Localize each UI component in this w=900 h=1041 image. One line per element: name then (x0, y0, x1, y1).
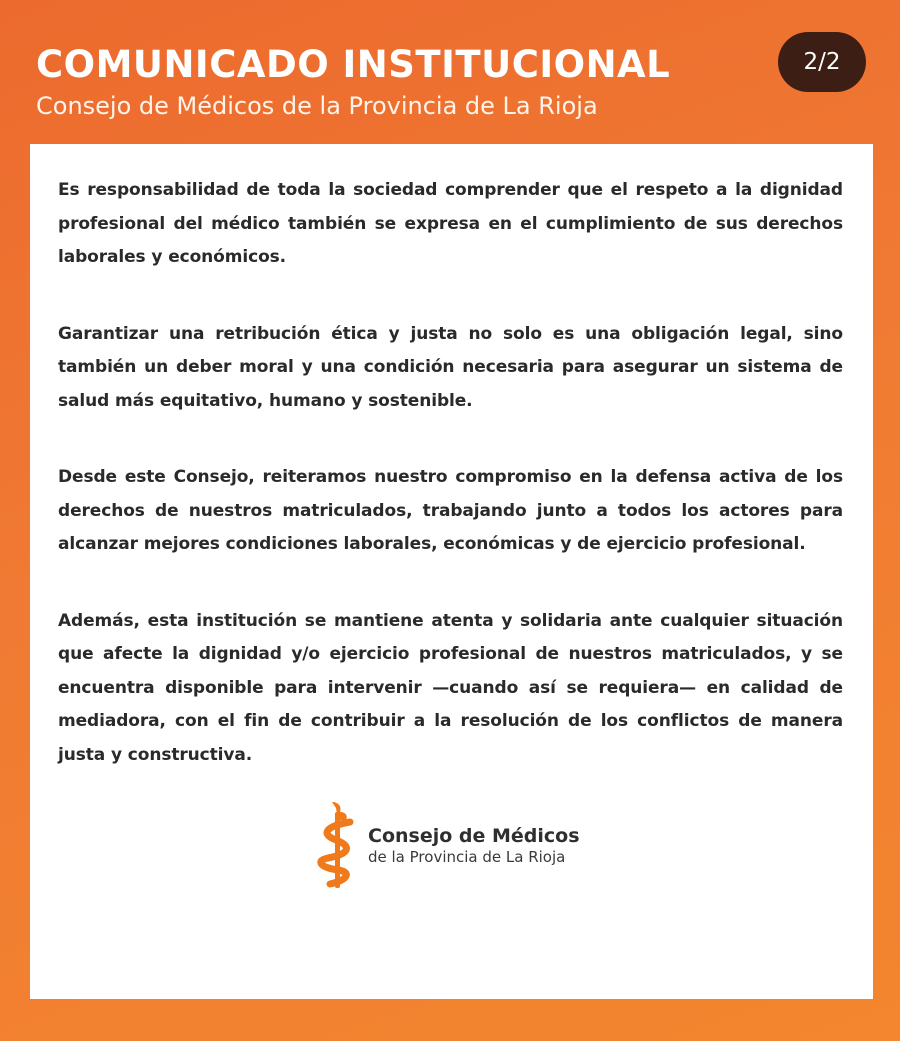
staff-serpent-icon (316, 800, 360, 892)
council-logo (316, 800, 580, 892)
statement-card (30, 144, 873, 999)
logo-name: Consejo de Médicos (368, 824, 580, 847)
page-subtitle: Consejo de Médicos de la Provincia de La Rioja (36, 92, 598, 120)
paragraph-2: Garantizar una retribución ética y justa no solo es una obligación legal, sino también un deber moral y una condición necesaria para asegurar un sistema de salud más equitativo, humano y sostenible. (58, 323, 843, 411)
paragraph-4: Además, esta institución se mantiene atenta y solidaria ante cualquier situación que afecte la dignidad y/o ejercicio profesional de nuestros matriculados, y se encuentra disponible para intervenir —cuando así se requiera— en calidad de mediadora, con el fin de contribuir a la resolución de los conflictos de manera justa y constructiva. (58, 610, 843, 765)
paragraph-1: Es responsabilidad de toda la sociedad comprender que el respeto a la dignidad profesional del médico también se expresa en el cumplimiento de sus derechos laborales y económicos. (58, 180, 843, 267)
logo-subtitle: de la Provincia de La Rioja (368, 847, 566, 866)
paragraph-3: Desde este Consejo, reiteramos nuestro compromiso en la defensa activa de los derechos de nuestros matriculados, trabajando junto a todos los actores para alcanzar mejores condiciones laborales, económicas y de ejercicio profesional. (58, 467, 843, 554)
page-indicator-badge[interactable]: 2/2 (778, 32, 866, 92)
page-title: COMUNICADO INSTITUCIONAL (36, 43, 671, 86)
